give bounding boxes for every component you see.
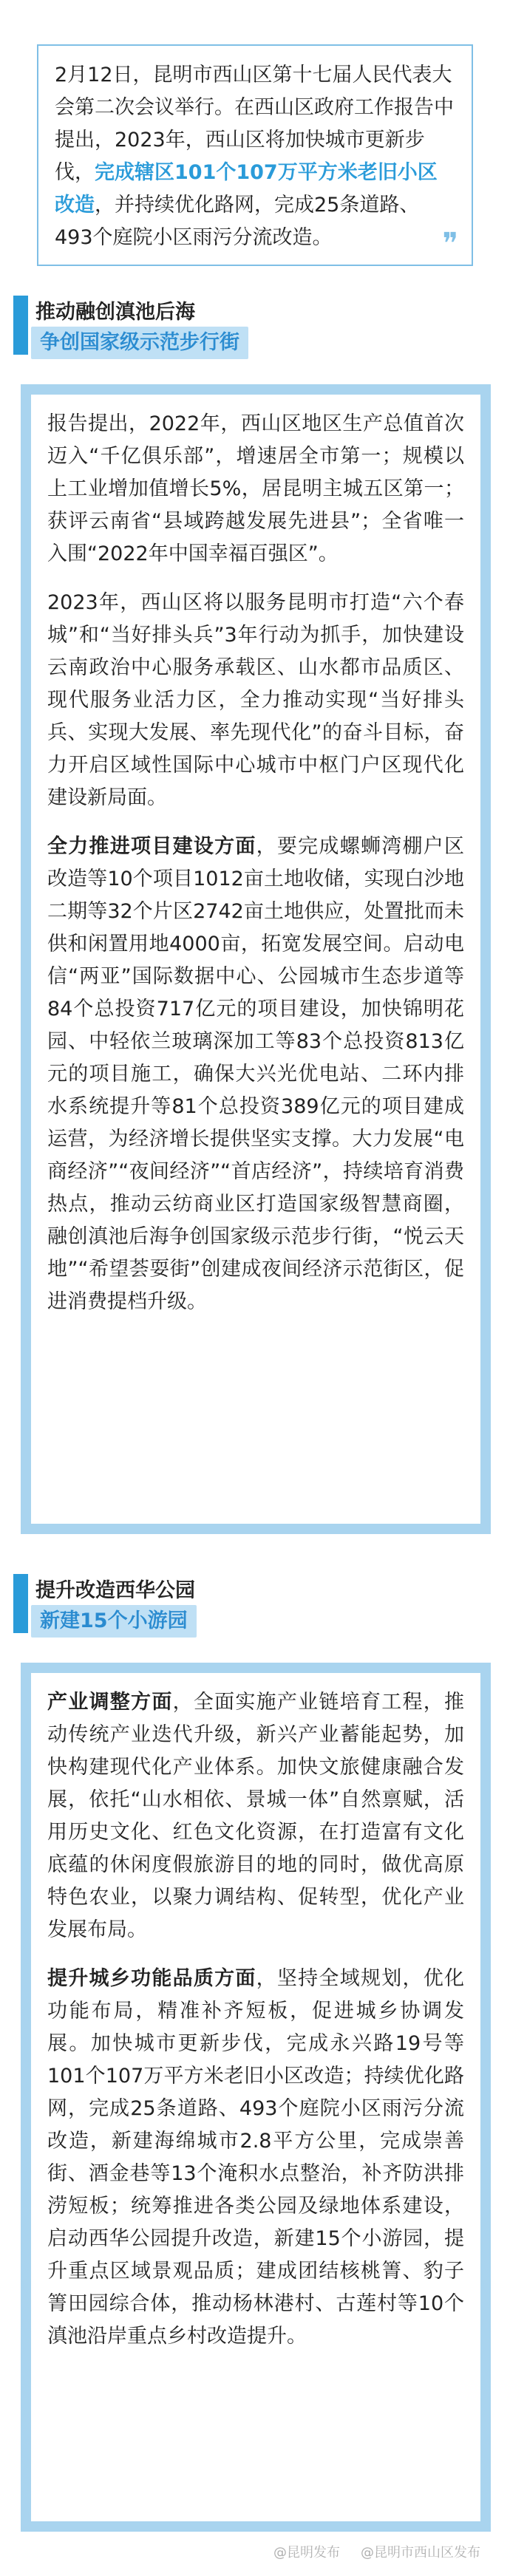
paragraph-lead: 全力推进项目建设方面 (47, 835, 256, 858)
paragraph (47, 831, 464, 1318)
section-bar (13, 296, 28, 355)
watermark-a: @昆明发布 (273, 2545, 340, 2560)
paragraph: 2023年，西山区将以服务昆明市打造“六个春城”和“当好排头兵”3年行动为抓手，加快建设云南政治中心服务承载区、山水都市品质区、现代服务业活力区，全力推动实现“当好排头兵、实现大发展、率先现代化”的奋斗目标，奋力开启区域性国际中心城市中枢门户区现代化建设新局面。 (47, 591, 464, 809)
intro-box (37, 44, 473, 266)
paragraph-body: ，坚持全域规划，优化功能布局，精准补齐短板，促进城乡协调发展。加快城市更新步伐，完成永兴路19号等101个107万平方米老旧小区改造；持续优化路网，完成25条道路、493个庭院小区雨污分流改造，新建海绵城市2.8平方公里，完成崇善街、酒金巷等13个淹积水点整治，补齐防洪排涝短板；统筹推进各类公园及绿地体系建设，启动西华公园提升改造，新建15个小游园，提升重点区域景观品质；建成团结核桃箐、豹子箐田园综合体，推动杨林港村、古莲村等10个滇池沿岸重点乡村改造提升。 (47, 1967, 465, 2348)
paragraph (47, 1963, 464, 2353)
intro-text: 2月12日，昆明市西山区第十七届人民代表大会第二次会议举行。在西山区政府工作报告中提出，2023年，西山区将加快城市更新步伐， (55, 64, 454, 184)
paragraph-body: ，全面实施产业链培育工程，推动传统产业迭代升级，新兴产业蓄能起势，加快构建现代化产业体系。加快文旅健康融合发展，依托“山水相依、景城一体”自然禀赋，活用历史文化、红色文化资源，在打造富有文化底蕴的休闲度假旅游目的地的同时，做优高原特色农业，以聚力调结构、促转型，优化产业发展布局。 (47, 1691, 465, 1941)
intro-highlight: 完成辖区101个107万平方米老旧小区改造 (55, 161, 438, 217)
watermark (253, 2542, 480, 2561)
paragraph-lead: 提升城乡功能品质方面 (47, 1967, 256, 1990)
section-1-heading (13, 296, 353, 377)
paragraph (47, 1686, 464, 1946)
paragraph: 报告提出，2022年，西山区地区生产总值首次迈入“千亿俱乐部”，增速居全市第一；规模以上工业增加值增长5%，居昆明主城五区第一；获评云南省“县域跨越发展先进县”；全省唯一入围“2022年中国幸福百强区”。 (47, 412, 464, 565)
quote-icon: ❞ (442, 227, 458, 261)
watermark-b: @昆明市西山区发布 (361, 2545, 480, 2560)
section-1-title: 推动融创滇池后海 (35, 301, 195, 324)
section-2-title: 提升改造西华公园 (35, 1579, 195, 1602)
section-1-subtitle: 争创国家级示范步行街 (31, 327, 248, 359)
section-bar (13, 1574, 28, 1633)
intro-text-end: ，并持续优化路网，完成25条道路、493个庭院小区雨污分流改造。 (55, 194, 420, 249)
section-1-body (31, 395, 480, 1524)
section-2-heading (13, 1574, 353, 1655)
section-2-panel (21, 1663, 491, 2532)
section-2-subtitle: 新建15个小游园 (31, 1605, 197, 1638)
section-2-body (31, 1673, 480, 2521)
paragraph-lead: 产业调整方面 (47, 1691, 173, 1714)
section-1-panel (21, 384, 491, 1534)
paragraph-body: ，要完成螺蛳湾棚户区改造等10个项目1012亩土地收储，实现白沙地二期等32个片区2742亩土地供应，处置批而未供和闲置用地4000亩，拓宽发展空间。启动电信“两亚”国际数据中心、公园城市生态步道等84个总投资717亿元的项目建设，加快锦明花园、中轻依兰玻璃深加工等83个总投资813亿元的项目施工，确保大兴光优电站、二环内排水系统提升等81个总投资389亿元的项目建成运营，为经济增长提供坚实支撑。大力发展“电商经济”“夜间经济”“首店经济”，持续培育消费热点，推动云纺商业区打造国家级智慧商圈，融创滇池后海争创国家级示范步行街，“悦云天地”“希望荟耍街”创建成夜间经济示范街区，促进消费提档升级。 (47, 835, 465, 1313)
